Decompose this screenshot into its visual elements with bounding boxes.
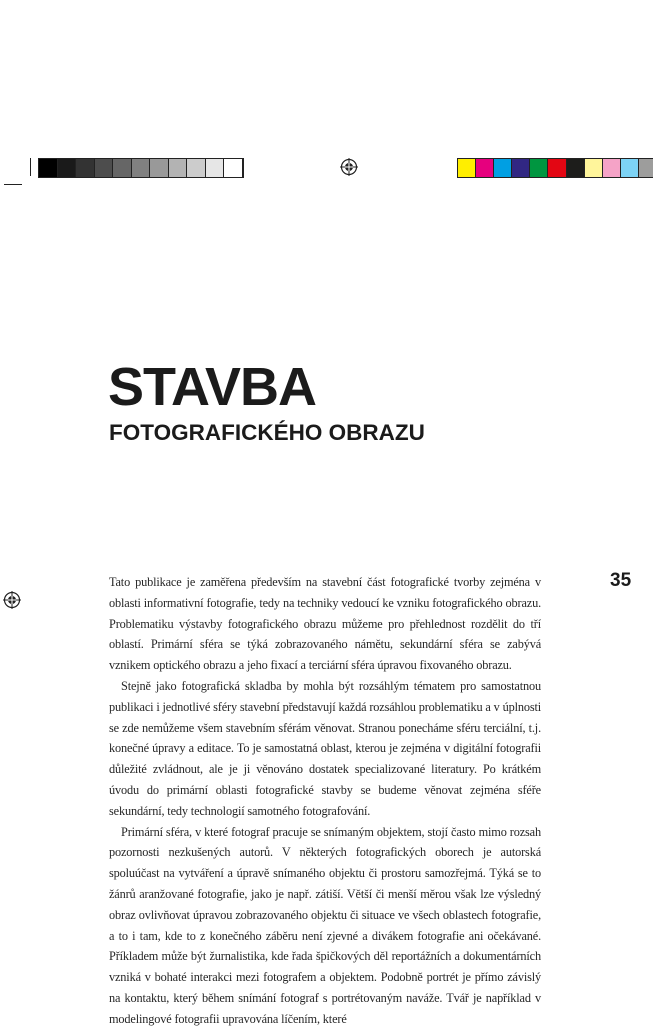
paragraph: Tato publikace je zaměřena především na stavební část fotografické tvorby zejména v oblasti informativní fotografie, tedy na techniky vedoucí ke vzniku fotografického obrazu. Problematiku výstavby fotografického obrazu můžeme pro přehlednost rozdělit do tří oblastí. Primární sféra se týká zobrazovaného námětu, sekundární sféra se zabývá vznikem optického obrazu a jeho fixací a terciární sféra úpravou fixovaného obrazu. (109, 575, 541, 673)
color-calibration-bar (457, 158, 653, 178)
color-swatch (621, 159, 639, 177)
color-swatch (494, 159, 512, 177)
color-swatch (567, 159, 585, 177)
color-swatch (548, 159, 566, 177)
grayscale-swatch (169, 159, 188, 177)
grayscale-swatch (206, 159, 225, 177)
grayscale-swatch (150, 159, 169, 177)
grayscale-calibration-bar (38, 158, 244, 178)
registration-target-icon (340, 158, 358, 176)
color-swatch (458, 159, 476, 177)
body-text (109, 572, 541, 1030)
color-swatch (603, 159, 621, 177)
grayscale-swatch (95, 159, 114, 177)
color-swatch (639, 159, 653, 177)
color-swatch (512, 159, 530, 177)
grayscale-swatch (58, 159, 77, 177)
grayscale-swatch (132, 159, 151, 177)
grayscale-swatch (224, 159, 243, 177)
color-swatch (530, 159, 548, 177)
chapter-subtitle: FOTOGRAFICKÉHO OBRAZU (109, 420, 425, 445)
color-swatch (476, 159, 494, 177)
color-swatch (585, 159, 603, 177)
paragraph: Primární sféra, v které fotograf pracuje se snímaným objektem, stojí často mimo rozsah pozornosti nezkušených autorů. V některých fotografických oborech je autorská spoluúčast na vytváření a úpravě snímaného objektu či prostoru samozřejmá. Týká se to žánrů aranžované fotografie, jako je např. zátiší. Větší či menší měrou však lze výsledný obraz ovlivňovat úpravou zobrazovaného objektu či situace ve všech oblastech fotografie, a to i tam, kde to z konečného záběru není zjevné a divákem fotografie ani očekávané. Příkladem může být žurnalistika, kde řada špičkových děl reportážních a dokumentárních vzniká v bohaté interakci mezi fotografem a objektem. Podobně portrét je přímo závislý na kontaktu, který během snímání fotograf s portrétovaným naváže. Tvář je například v modelingové fotografii upravována líčením, které (109, 824, 541, 1026)
page-number: 35 (610, 570, 632, 591)
grayscale-swatch (187, 159, 206, 177)
grayscale-swatch (39, 159, 58, 177)
paragraph: Stejně jako fotografická skladba by mohla být rozsáhlým tématem pro samostatnou publikaci i jednotlivé sféry stavební představují každá rozsáhlou problematiku a v úplnosti se zde nemůžeme všem stavebním sférám věnovat. Stranou ponecháme sféru terciální, t.j. konečné úpravy a editace. To je samostatná oblast, kterou je zejména v digitální fotografii důležité zvládnout, ale je ji věnováno dostatek specializované literatury. Po krátkém úvodu do primární oblasti fotografické stavby se budeme věnovat zejména sféře sekundární, tedy technologií samotného fotografování. (109, 678, 541, 818)
grayscale-swatch (113, 159, 132, 177)
crop-mark-vertical (30, 158, 31, 176)
registration-target-icon (3, 591, 21, 609)
chapter-title: STAVBA (108, 357, 316, 417)
crop-mark-horizontal (4, 184, 22, 185)
grayscale-swatch (76, 159, 95, 177)
